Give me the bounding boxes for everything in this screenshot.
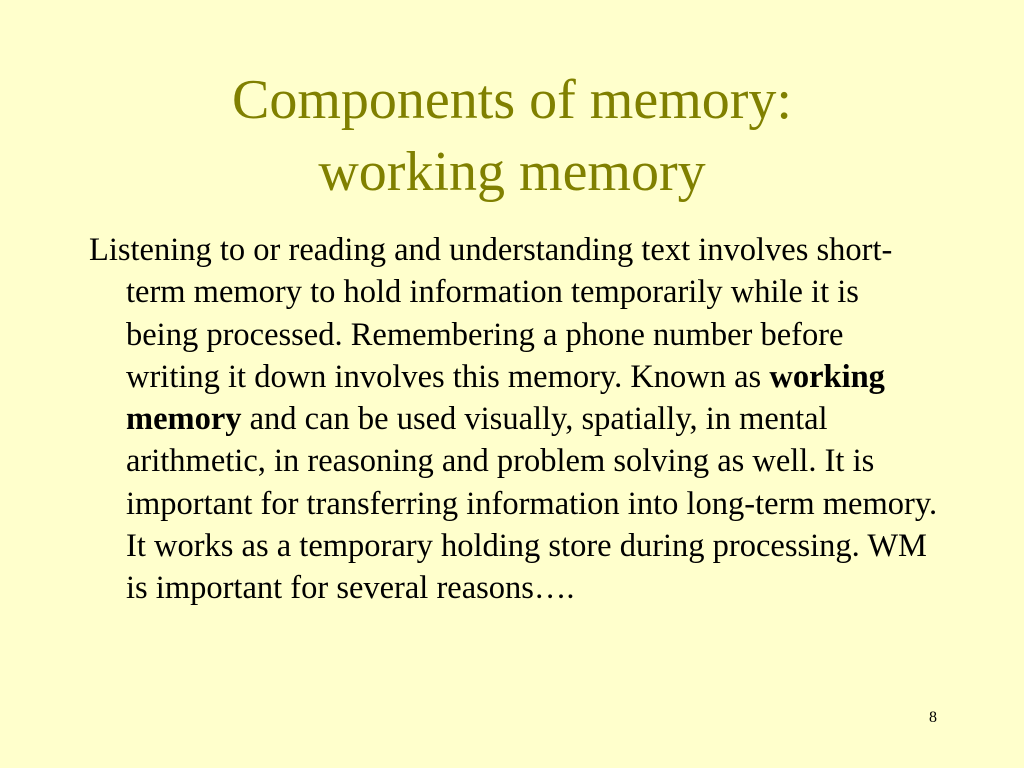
page-number: 8 <box>929 709 937 726</box>
slide-title-line-1: Components of memory: <box>232 69 792 131</box>
body-text-part-1: Listening to or reading and understanding text involves short-term memory to hold information temporarily while it is being processed. Remembering a phone number before writing it down involves this memory. Known as <box>89 232 893 395</box>
slide-body-paragraph <box>89 229 939 610</box>
body-bold-term: working memory <box>126 358 885 438</box>
slide-title-line-2: working memory <box>318 141 706 203</box>
body-text-part-2: and can be used visually, spatially, in mental arithmetic, in reasoning and problem solving as well. It is important for transferring information into long-term memory. It works as a temporary holding store during processing. WM is important for several reasons…. <box>126 401 938 607</box>
slide-title <box>92 64 932 208</box>
